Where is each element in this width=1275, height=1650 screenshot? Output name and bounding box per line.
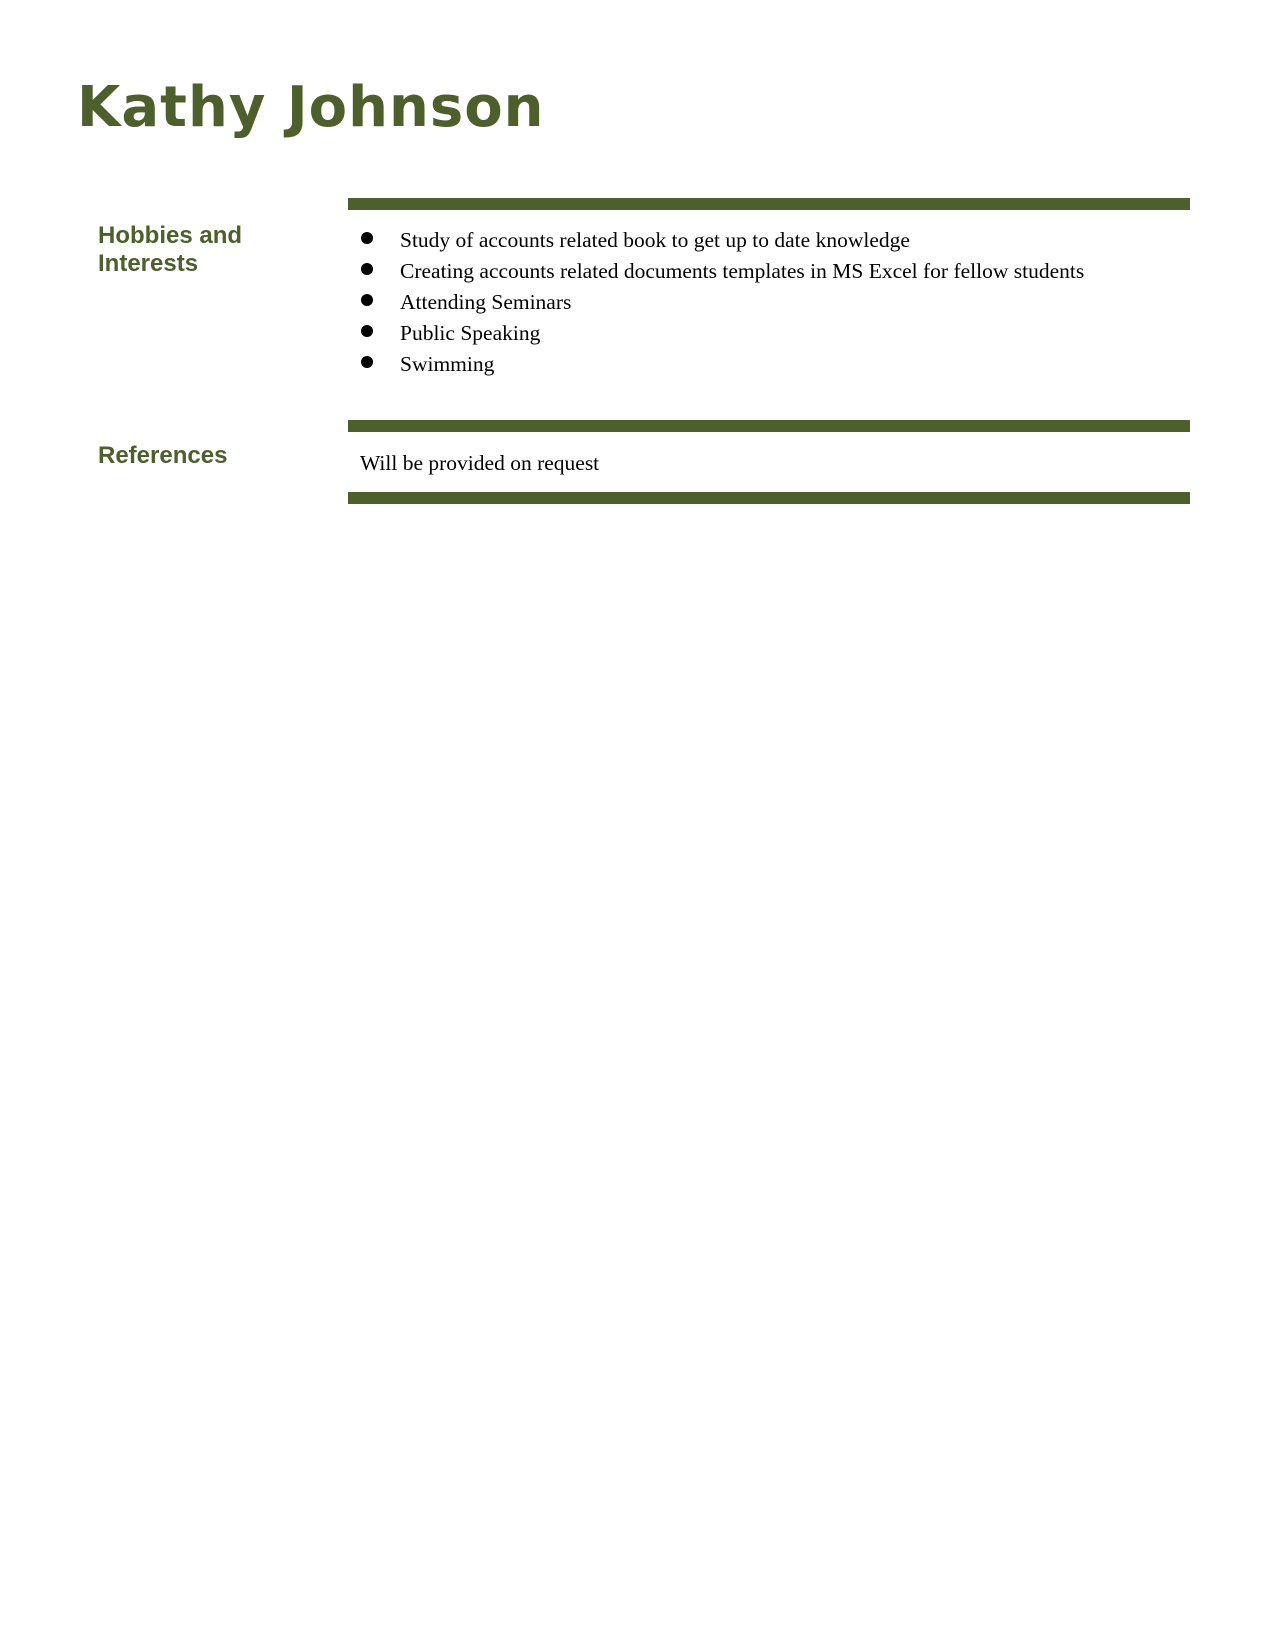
resume-name: Kathy Johnson	[77, 75, 545, 140]
bullet-icon	[361, 356, 373, 368]
list-item-text: Creating accounts related documents templates in MS Excel for fellow students	[400, 259, 1085, 283]
list-item	[348, 318, 1190, 349]
references-text: Will be provided on request	[360, 451, 600, 475]
bullet-icon	[361, 294, 373, 306]
bullet-icon	[361, 232, 373, 244]
hobbies-list	[348, 225, 1190, 380]
bullet-icon	[361, 325, 373, 337]
list-item	[348, 256, 1190, 287]
section-divider-middle	[348, 420, 1190, 432]
list-item-text: Swimming	[400, 352, 495, 376]
list-item-text: Attending Seminars	[400, 290, 572, 314]
section-divider-top	[348, 198, 1190, 210]
hobbies-heading: Hobbies and Interests	[98, 222, 243, 277]
list-item-text: Study of accounts related book to get up to date knowledge	[400, 228, 910, 252]
list-item-text: Public Speaking	[400, 321, 541, 345]
section-divider-bottom	[348, 492, 1190, 504]
list-item	[348, 225, 1190, 256]
list-item	[348, 287, 1190, 318]
references-heading: References	[98, 442, 228, 469]
bullet-icon	[361, 263, 373, 275]
list-item	[348, 349, 1190, 380]
